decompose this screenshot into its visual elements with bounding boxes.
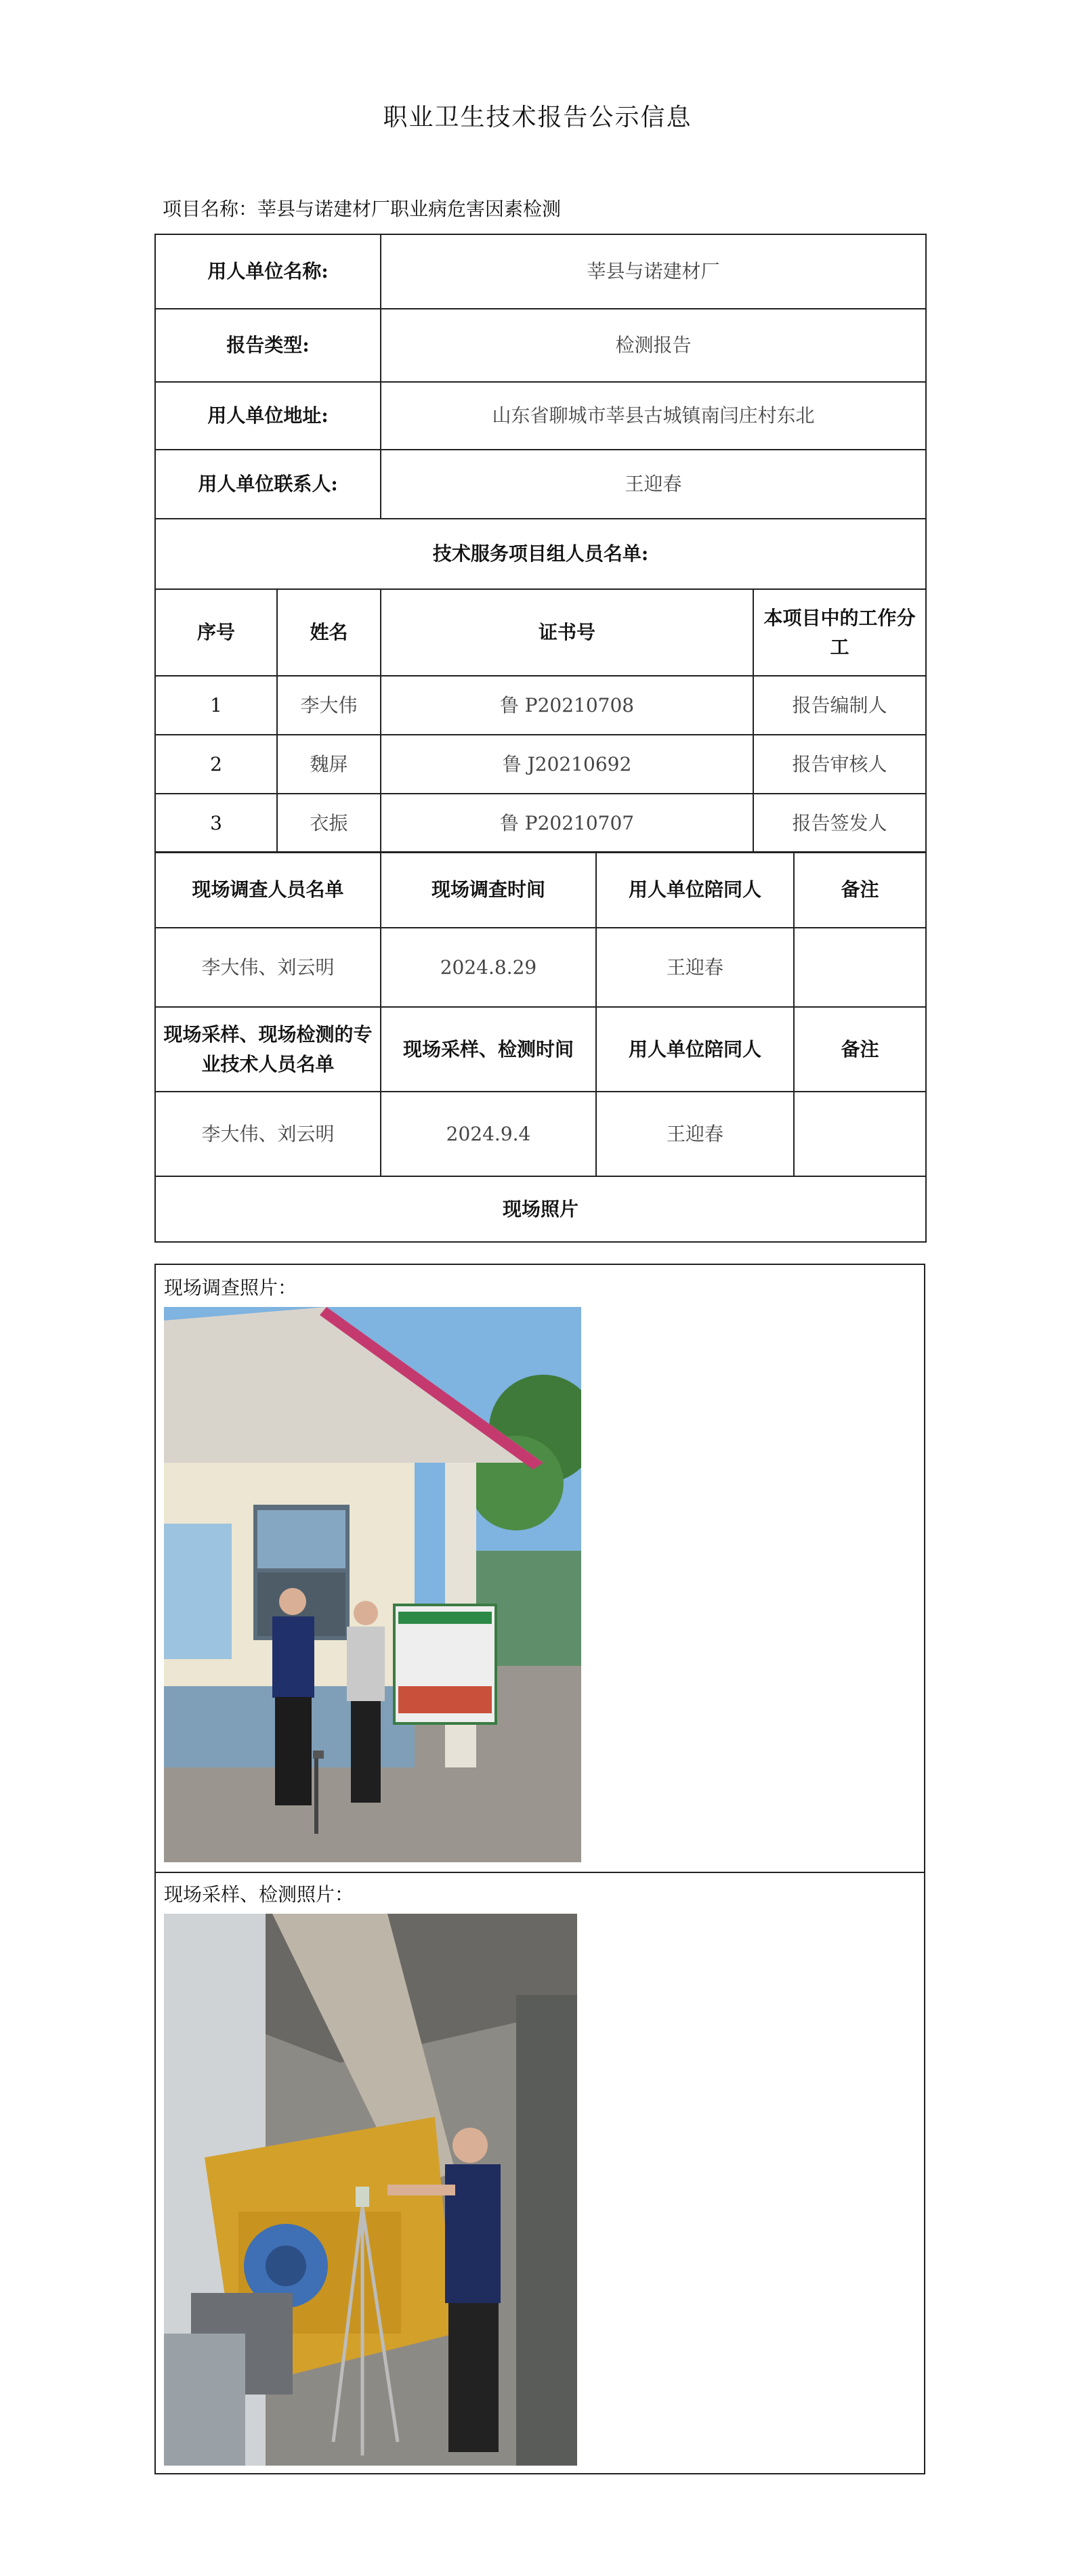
sampling-staff: 李大伟、刘云明 [155, 1092, 381, 1176]
survey-time: 2024.8.29 [381, 928, 596, 1007]
team-header: 序号 [155, 589, 277, 676]
survey-header: 现场调查时间 [381, 852, 596, 928]
survey-table [154, 851, 927, 1243]
team-name: 李大伟 [277, 676, 381, 735]
sampling-photo-caption: 现场采样、检测照片： [164, 1883, 354, 1906]
survey-header: 备注 [794, 852, 926, 928]
sampling-photo [164, 1914, 577, 2466]
sampling-time: 2024.9.4 [381, 1092, 596, 1176]
sampling-photo-image [164, 1914, 577, 2466]
info-row-address [155, 382, 926, 450]
info-label: 用人单位地址: [155, 382, 381, 450]
photo-section [154, 1264, 925, 2474]
sampling-header: 现场采样、现场检测的专业技术人员名单 [155, 1007, 381, 1092]
team-row [155, 676, 926, 735]
team-no: 3 [155, 794, 277, 853]
sampling-note [794, 1092, 926, 1176]
page-title: 职业卫生技术报告公示信息 [383, 104, 692, 131]
sampling-row [155, 1092, 926, 1176]
team-row [155, 735, 926, 794]
team-title-row [155, 519, 926, 589]
team-header: 姓名 [277, 589, 381, 676]
info-value: 王迎春 [381, 450, 926, 519]
team-title: 技术服务项目组人员名单: [155, 519, 926, 589]
info-row-unit-name [155, 234, 926, 309]
report-table [154, 234, 927, 853]
team-role: 报告审核人 [753, 735, 926, 794]
sampling-header-row [155, 1007, 926, 1092]
survey-note [794, 928, 926, 1007]
team-cert: 鲁 J20210692 [381, 735, 753, 794]
survey-staff: 李大伟、刘云明 [155, 928, 381, 1007]
team-header: 本项目中的工作分工 [753, 589, 926, 676]
team-name: 魏屏 [277, 735, 381, 794]
sampling-header: 备注 [794, 1007, 926, 1092]
info-value: 莘县与诺建材厂 [381, 234, 926, 309]
survey-photo-caption: 现场调查照片： [164, 1276, 297, 1299]
team-header-row [155, 589, 926, 676]
sampling-header: 用人单位陪同人 [596, 1007, 794, 1092]
info-value: 检测报告 [381, 309, 926, 382]
survey-photo-image [164, 1307, 581, 1862]
survey-header: 用人单位陪同人 [596, 852, 794, 928]
photos-heading-row [155, 1176, 926, 1242]
team-cert: 鲁 P20210707 [381, 794, 753, 853]
info-label: 用人单位名称: [155, 234, 381, 309]
info-label: 报告类型: [155, 309, 381, 382]
team-no: 2 [155, 735, 277, 794]
team-role: 报告签发人 [753, 794, 926, 853]
survey-photo [164, 1307, 581, 1862]
survey-escort: 王迎春 [596, 928, 794, 1007]
info-row-contact [155, 450, 926, 519]
info-value: 山东省聊城市莘县古城镇南闫庄村东北 [381, 382, 926, 450]
team-role: 报告编制人 [753, 676, 926, 735]
photos-heading: 现场照片 [155, 1176, 926, 1242]
sampling-escort: 王迎春 [596, 1092, 794, 1176]
info-row-report-type [155, 309, 926, 382]
team-header: 证书号 [381, 589, 753, 676]
team-no: 1 [155, 676, 277, 735]
team-cert: 鲁 P20210708 [381, 676, 753, 735]
survey-header-row [155, 852, 926, 928]
project-name: 项目名称：莘县与诺建材厂职业病危害因素检测 [163, 198, 562, 220]
info-label: 用人单位联系人: [155, 450, 381, 519]
team-row [155, 794, 926, 853]
sampling-header: 现场采样、检测时间 [381, 1007, 596, 1092]
survey-row [155, 928, 926, 1007]
photo-divider [156, 1872, 924, 1873]
survey-header: 现场调查人员名单 [155, 852, 381, 928]
team-name: 衣振 [277, 794, 381, 853]
